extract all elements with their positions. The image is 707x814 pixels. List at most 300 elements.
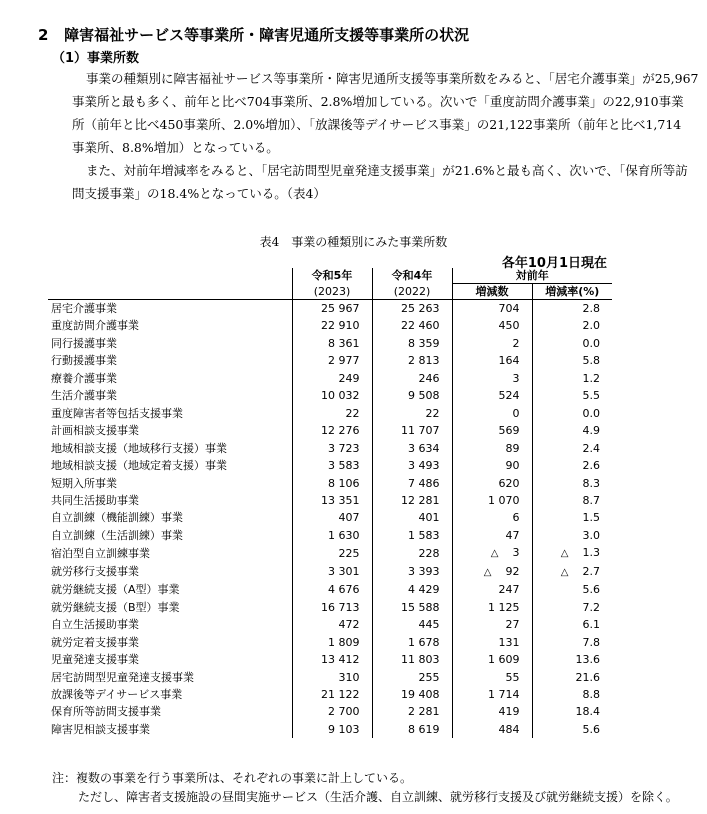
count-2022-cell: [372, 370, 452, 387]
change-rate-cell: [532, 352, 612, 369]
count-2023-cell-value: 1 630: [328, 528, 360, 542]
business-type-cell: [48, 669, 292, 686]
table-row: [48, 686, 612, 703]
count-2023-cell: [292, 352, 372, 369]
count-2022-cell-value: 2 813: [408, 354, 440, 368]
count-2022-cell-value: 401: [418, 511, 440, 525]
change-count-cell: [452, 669, 532, 686]
section-heading: 障害福祉サービス等事業所・障害児通所支援等事業所の状況: [64, 26, 470, 44]
count-2022-cell: [372, 422, 452, 439]
count-2022-cell: [372, 317, 452, 334]
count-2023-cell: [292, 721, 372, 738]
paragraph-line: 事業所、8.8%増加）となっている。: [72, 140, 279, 155]
change-count-cell-value: 0: [512, 406, 520, 420]
change-rate-cell-value: 5.5: [582, 389, 600, 403]
business-type-cell-value: 地域相談支援（地域移行支援）事業: [51, 441, 227, 455]
count-2022-cell-value: 1 678: [408, 635, 440, 649]
count-2022-cell: [372, 599, 452, 616]
change-count-cell-value: 3: [512, 371, 520, 385]
table-row: [48, 317, 612, 334]
change-rate-cell: [532, 686, 612, 703]
change-count-cell-value: 27: [505, 618, 520, 632]
change-rate-cell: [532, 440, 612, 457]
change-count-cell-value: 1 609: [488, 653, 520, 667]
change-rate-cell: [532, 544, 612, 562]
table-row: [48, 352, 612, 369]
count-2023-cell-value: 8 361: [328, 336, 360, 350]
count-2022-cell: [372, 457, 452, 474]
table-row: [48, 492, 612, 509]
table-row: [48, 599, 612, 616]
business-type-cell: [48, 317, 292, 334]
paragraph-line: 問支援事業」の18.4%となっている。（表4）: [72, 186, 326, 201]
count-2023-cell: [292, 581, 372, 598]
change-rate-cell: [532, 405, 612, 422]
header-yoy: 対前年: [452, 268, 612, 284]
facility-count-table: [48, 268, 612, 738]
change-count-cell-value: 247: [498, 583, 520, 597]
change-rate-cell-value: 2.6: [582, 459, 600, 473]
count-2022-cell-value: 1 583: [408, 528, 440, 542]
change-rate-cell: [532, 721, 612, 738]
business-type-cell: [48, 721, 292, 738]
business-type-cell: [48, 300, 292, 318]
count-2023-cell-value: 407: [338, 511, 360, 525]
count-2023-cell: [292, 335, 372, 352]
count-2023-cell: [292, 651, 372, 668]
count-2022-cell-value: 8 619: [408, 722, 440, 736]
change-count-cell: [452, 352, 532, 369]
business-type-cell-value: 自立訓練（生活訓練）事業: [51, 528, 183, 542]
change-rate-cell: [532, 387, 612, 404]
change-rate-cell: [532, 669, 612, 686]
business-type-cell-value: 就労継続支援（B型）事業: [51, 600, 180, 614]
count-2022-cell-value: 25 263: [401, 302, 440, 315]
change-rate-cell: [532, 581, 612, 598]
change-rate-cell-value: 0.0: [582, 336, 600, 350]
change-rate-cell-value: 18.4: [575, 705, 600, 719]
table-note-continued: ただし、障害者支援施設の昼間実施サービス（生活介護、自立訓練、就労移行支援及び就労継続支援）を除く。: [78, 790, 678, 804]
business-type-cell: [48, 581, 292, 598]
table-row: [48, 457, 612, 474]
change-count-cell: [452, 300, 532, 318]
change-rate-cell-value: 5.8: [582, 354, 600, 368]
change-rate-cell: [532, 703, 612, 720]
change-count-cell-value: 569: [498, 424, 520, 438]
change-count-cell: [452, 509, 532, 526]
business-type-cell-value: 障害児相談支援事業: [51, 722, 150, 736]
business-type-cell: [48, 440, 292, 457]
count-2023-cell-value: 21 122: [321, 687, 360, 701]
business-type-cell: [48, 475, 292, 492]
change-count-cell-value: 484: [498, 722, 520, 736]
change-count-cell: [452, 599, 532, 616]
business-type-cell-value: 居宅訪問型児童発達支援事業: [51, 670, 194, 684]
count-2023-cell: [292, 669, 372, 686]
business-type-cell: [48, 544, 292, 562]
count-2022-cell: [372, 563, 452, 581]
count-2023-cell: [292, 492, 372, 509]
change-count-cell: [452, 563, 532, 581]
header-rate: 増減率(%): [545, 285, 600, 298]
count-2023-cell-value: 472: [338, 618, 360, 632]
table-row: [48, 669, 612, 686]
change-rate-cell: [532, 300, 612, 318]
change-count-cell: [452, 581, 532, 598]
count-2022-cell-value: 255: [418, 670, 440, 684]
table-row: [48, 405, 612, 422]
count-2022-cell-value: 7 486: [408, 476, 440, 490]
table-row: [48, 440, 612, 457]
count-2022-cell-value: 8 359: [408, 336, 440, 350]
change-count-cell: [452, 422, 532, 439]
table-caption: 表4 事業の種類別にみた事業所数: [259, 235, 448, 249]
count-2023-cell-value: 8 106: [328, 476, 360, 490]
count-2022-cell: [372, 721, 452, 738]
business-type-cell: [48, 634, 292, 651]
header-blank: [48, 268, 292, 284]
paragraph-line: 所（前年と比べ450事業所、2.0%増加）、「放課後等デイサービス事業」の21,122事業所（前年と比べ1,714: [72, 117, 682, 132]
change-rate-cell: [532, 651, 612, 668]
count-2022-cell-value: 3 634: [408, 441, 440, 455]
header-r5-year: (2023): [292, 284, 372, 300]
header-r4-label: 令和4年: [372, 268, 452, 284]
change-rate-cell-value: 21.6: [575, 670, 600, 684]
count-2023-cell: [292, 317, 372, 334]
change-rate-cell-value: 2.4: [582, 441, 600, 455]
count-2023-cell: [292, 527, 372, 544]
business-type-cell-value: 就労定着支援事業: [51, 635, 139, 649]
table-row: [48, 703, 612, 720]
decrease-triangle-icon: △: [560, 566, 569, 578]
table-row: [48, 300, 612, 318]
change-count-cell: [452, 721, 532, 738]
change-rate-cell: [532, 317, 612, 334]
change-count-cell: [452, 440, 532, 457]
change-rate-cell-value: 2.8: [582, 302, 600, 315]
change-count-cell-value: 6: [512, 511, 520, 525]
count-2023-cell-value: 10 032: [321, 389, 360, 403]
count-2023-cell-value: 9 103: [328, 722, 360, 736]
count-2022-cell: [372, 669, 452, 686]
count-2022-cell: [372, 300, 452, 318]
change-rate-cell: [532, 335, 612, 352]
header-blank: [48, 284, 292, 300]
count-2022-cell-value: 22: [425, 406, 440, 420]
count-2023-cell-value: 12 276: [321, 424, 360, 438]
change-rate-cell-value: 7.2: [582, 600, 600, 614]
table-row: [48, 509, 612, 526]
change-rate-cell: [532, 370, 612, 387]
count-2022-cell-value: 12 281: [401, 493, 440, 507]
count-2023-cell: [292, 370, 372, 387]
table-row: [48, 335, 612, 352]
business-type-cell-value: 療養介護事業: [51, 371, 117, 385]
business-type-cell-value: 居宅介護事業: [51, 302, 117, 315]
change-count-cell-value: 1 125: [488, 600, 520, 614]
count-2023-cell-value: 1 809: [328, 635, 360, 649]
count-2022-cell-value: 19 408: [401, 687, 440, 701]
change-count-cell-value: 419: [498, 705, 520, 719]
business-type-cell: [48, 686, 292, 703]
count-2022-cell-value: 11 803: [401, 653, 440, 667]
count-2023-cell: [292, 563, 372, 581]
count-2022-cell-value: 11 707: [401, 424, 440, 438]
change-rate-cell-value: 3.0: [582, 528, 600, 542]
table-row: [48, 475, 612, 492]
change-count-cell-value: 47: [505, 528, 520, 542]
business-type-cell-value: 自立訓練（機能訓練）事業: [51, 511, 183, 525]
business-type-cell: [48, 457, 292, 474]
count-2022-cell-value: 15 588: [401, 600, 440, 614]
paragraph-line: また、対前年増減率をみると、「居宅訪問型児童発達支援事業」が21.6%と最も高く、次いで、「保育所等訪: [86, 163, 688, 178]
count-2023-cell: [292, 509, 372, 526]
count-2023-cell: [292, 422, 372, 439]
business-type-cell: [48, 352, 292, 369]
table-row: [48, 387, 612, 404]
table-note: 注：複数の事業を行う事業所は、それぞれの事業に計上している。: [52, 771, 413, 785]
change-count-cell: [452, 335, 532, 352]
count-2022-cell: [372, 352, 452, 369]
count-2023-cell-value: 249: [338, 371, 360, 385]
change-rate-cell-value: 4.9: [582, 424, 600, 438]
change-rate-cell-value: 2.7: [582, 564, 600, 578]
business-type-cell: [48, 370, 292, 387]
change-rate-cell: [532, 634, 612, 651]
business-type-cell-value: 自立生活援助事業: [51, 618, 139, 632]
header-change: 増減数: [452, 284, 532, 300]
table-row: [48, 527, 612, 544]
count-2022-cell-value: 4 429: [408, 583, 440, 597]
change-count-cell-value: 55: [505, 670, 520, 684]
change-count-cell-value: 1 714: [488, 687, 520, 701]
business-type-cell: [48, 527, 292, 544]
count-2023-cell-value: 2 700: [328, 705, 360, 719]
decrease-triangle-icon: △: [483, 566, 492, 578]
count-2022-cell: [372, 509, 452, 526]
count-2023-cell: [292, 703, 372, 720]
count-2023-cell: [292, 634, 372, 651]
business-type-cell: [48, 509, 292, 526]
change-count-cell: [452, 370, 532, 387]
count-2022-cell: [372, 616, 452, 633]
change-count-cell-value: 3: [512, 546, 520, 560]
business-type-cell-value: 就労継続支援（A型）事業: [51, 583, 180, 597]
count-2023-cell: [292, 405, 372, 422]
change-count-cell: [452, 457, 532, 474]
count-2022-cell-value: 9 508: [408, 389, 440, 403]
count-2023-cell: [292, 599, 372, 616]
count-2022-cell-value: 22 460: [401, 319, 440, 333]
business-type-cell: [48, 616, 292, 633]
change-count-cell-value: 164: [498, 354, 520, 368]
change-count-cell-value: 450: [498, 319, 520, 333]
table-row: [48, 544, 612, 562]
change-count-cell: [452, 651, 532, 668]
change-count-cell: [452, 527, 532, 544]
business-type-cell: [48, 599, 292, 616]
business-type-cell-value: 重度障害者等包括支援事業: [51, 406, 183, 420]
count-2023-cell-value: 22: [345, 406, 360, 420]
change-rate-cell-value: 0.0: [582, 406, 600, 420]
business-type-cell-value: 生活介護事業: [51, 389, 117, 403]
section-number: 2: [38, 26, 49, 44]
change-rate-cell-value: 6.1: [582, 618, 600, 632]
paragraph-line: 事業の種類別に障害福祉サービス等事業所・障害児通所支援等事業所数をみると、「居宅介護事業」が25,967: [86, 71, 699, 86]
change-rate-cell: [532, 509, 612, 526]
business-type-cell-value: 地域相談支援（地域定着支援）事業: [51, 459, 227, 473]
change-count-cell: [452, 703, 532, 720]
business-type-cell: [48, 703, 292, 720]
business-type-cell: [48, 651, 292, 668]
count-2023-cell-value: 16 713: [321, 600, 360, 614]
change-rate-cell-value: 5.6: [582, 583, 600, 597]
business-type-cell-value: 共同生活援助事業: [51, 493, 139, 507]
change-count-cell-value: 2: [512, 336, 520, 350]
count-2022-cell-value: 228: [418, 546, 440, 560]
count-2022-cell: [372, 544, 452, 562]
change-count-cell: [452, 405, 532, 422]
change-rate-cell-value: 8.7: [582, 493, 600, 507]
as-of-date: 各年10月1日現在: [501, 256, 607, 271]
count-2022-cell: [372, 581, 452, 598]
count-2023-cell-value: 310: [338, 670, 360, 684]
count-2022-cell: [372, 405, 452, 422]
business-type-cell-value: 計画相談支援事業: [51, 424, 139, 438]
count-2023-cell-value: 2 977: [328, 354, 360, 368]
change-rate-cell: [532, 492, 612, 509]
business-type-cell-value: 宿泊型自立訓練事業: [51, 546, 150, 560]
count-2023-cell: [292, 387, 372, 404]
change-count-cell-value: 89: [505, 441, 520, 455]
change-rate-cell: [532, 599, 612, 616]
count-2023-cell-value: 3 301: [328, 565, 360, 579]
count-2022-cell-value: 3 493: [408, 459, 440, 473]
change-rate-cell-value: 5.6: [582, 722, 600, 736]
change-count-cell-value: 131: [498, 635, 520, 649]
count-2023-cell-value: 13 412: [321, 653, 360, 667]
change-count-cell-value: 524: [498, 389, 520, 403]
decrease-triangle-icon: △: [560, 548, 569, 560]
table-row: [48, 581, 612, 598]
count-2023-cell-value: 25 967: [321, 302, 360, 315]
count-2023-cell: [292, 686, 372, 703]
change-count-cell: [452, 544, 532, 562]
decrease-triangle-icon: △: [490, 548, 499, 560]
count-2023-cell: [292, 440, 372, 457]
count-2023-cell: [292, 300, 372, 318]
count-2022-cell: [372, 387, 452, 404]
table-row: [48, 370, 612, 387]
count-2023-cell: [292, 475, 372, 492]
business-type-cell-value: 行動援護事業: [51, 354, 117, 368]
change-count-cell-value: 1 070: [488, 493, 520, 507]
change-rate-cell: [532, 475, 612, 492]
table-body: [48, 300, 612, 739]
section-title: [38, 24, 469, 45]
header-r5-label: 令和5年: [292, 268, 372, 284]
count-2023-cell-value: 3 723: [328, 441, 360, 455]
business-type-cell-value: 放課後等デイサービス事業: [51, 687, 183, 701]
change-rate-cell: [532, 457, 612, 474]
count-2023-cell-value: 22 910: [321, 319, 360, 333]
change-rate-cell-value: 13.6: [575, 653, 600, 667]
change-count-cell: [452, 634, 532, 651]
change-rate-cell-value: 7.8: [582, 635, 600, 649]
business-type-cell: [48, 563, 292, 581]
business-type-cell: [48, 422, 292, 439]
business-type-cell-value: 同行援護事業: [51, 336, 117, 350]
count-2023-cell: [292, 616, 372, 633]
table-row: [48, 616, 612, 633]
change-count-cell-value: 704: [498, 302, 520, 315]
count-2022-cell: [372, 651, 452, 668]
count-2023-cell-value: 3 583: [328, 459, 360, 473]
change-count-cell: [452, 616, 532, 633]
change-rate-cell: [532, 563, 612, 581]
business-type-cell: [48, 492, 292, 509]
business-type-cell-value: 児童発達支援事業: [51, 653, 139, 667]
count-2022-cell: [372, 335, 452, 352]
table-row: [48, 422, 612, 439]
change-rate-cell: [532, 527, 612, 544]
count-2022-cell: [372, 527, 452, 544]
change-count-cell: [452, 317, 532, 334]
count-2022-cell: [372, 703, 452, 720]
change-count-cell: [452, 686, 532, 703]
business-type-cell: [48, 387, 292, 404]
header-r4-year: (2022): [372, 284, 452, 300]
change-rate-cell-value: 2.0: [582, 319, 600, 333]
business-type-cell-value: 短期入所事業: [51, 476, 117, 490]
change-count-cell: [452, 492, 532, 509]
change-rate-cell: [532, 422, 612, 439]
count-2022-cell-value: 246: [418, 371, 440, 385]
change-count-cell-value: 90: [505, 459, 520, 473]
count-2023-cell-value: 225: [338, 546, 360, 560]
subsection-title: （1）事業所数: [52, 51, 140, 66]
change-count-cell-value: 92: [505, 564, 520, 578]
count-2022-cell-value: 445: [418, 618, 440, 632]
count-2022-cell: [372, 492, 452, 509]
count-2022-cell: [372, 475, 452, 492]
business-type-cell-value: 就労移行支援事業: [51, 565, 139, 579]
change-rate-cell-value: 1.5: [582, 511, 600, 525]
change-rate-cell-value: 8.3: [582, 476, 600, 490]
change-rate-cell-value: 8.8: [582, 687, 600, 701]
table-row: [48, 634, 612, 651]
business-type-cell-value: 重度訪問介護事業: [51, 319, 139, 333]
change-rate-cell: [532, 616, 612, 633]
count-2022-cell: [372, 634, 452, 651]
table-row: [48, 721, 612, 738]
business-type-cell: [48, 405, 292, 422]
count-2023-cell-value: 4 676: [328, 583, 360, 597]
change-count-cell-value: 620: [498, 476, 520, 490]
business-type-cell: [48, 335, 292, 352]
business-type-cell-value: 保育所等訪問支援事業: [51, 705, 161, 719]
count-2023-cell: [292, 457, 372, 474]
count-2023-cell: [292, 544, 372, 562]
change-count-cell: [452, 475, 532, 492]
paragraph-line: 事業所と最も多く、前年と比べ704事業所、2.8%増加している。次いで「重度訪問介護事業」の22,910事業: [72, 94, 684, 109]
count-2022-cell: [372, 686, 452, 703]
count-2022-cell-value: 2 281: [408, 705, 440, 719]
change-count-cell: [452, 387, 532, 404]
count-2022-cell: [372, 440, 452, 457]
table-row: [48, 651, 612, 668]
change-rate-cell-value: 1.2: [582, 371, 600, 385]
